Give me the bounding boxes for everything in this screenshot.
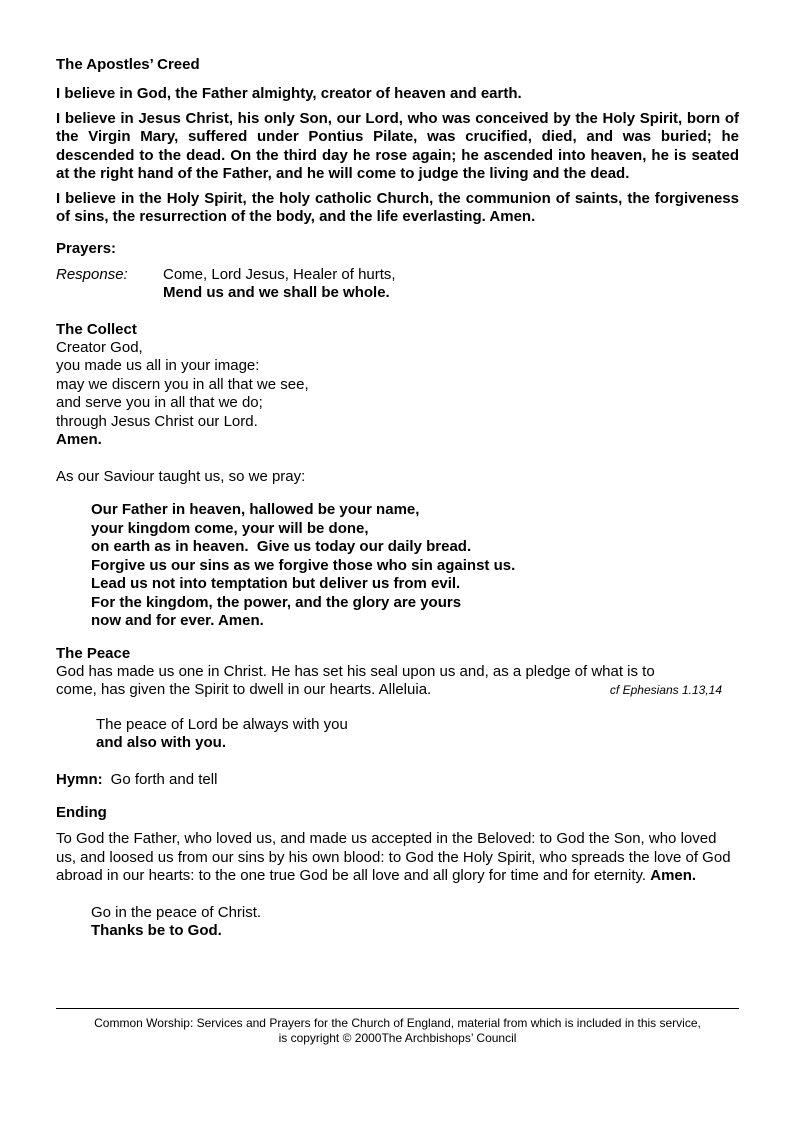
response-line-1: Come, Lord Jesus, Healer of hurts, xyxy=(163,265,396,283)
lords-prayer-line: on earth as in heaven. Give us today our daily bread. xyxy=(91,538,472,555)
dismissal-line: Go in the peace of Christ. xyxy=(91,903,262,921)
dismissal-response: Thanks be to God. xyxy=(91,922,222,939)
lords-prayer-line: now and for ever. Amen. xyxy=(91,612,264,629)
creed-title: The Apostles’ Creed xyxy=(56,56,200,73)
collect-text xyxy=(56,339,739,450)
peace-citation: cf Ephesians 1.13,14 xyxy=(609,683,722,697)
peace-response: and also with you. xyxy=(96,734,227,751)
lords-prayer-intro: As our Saviour taught us, so we pray: xyxy=(56,467,306,485)
collect-line: Creator God, xyxy=(56,338,143,356)
collect-line: and serve you in all that we do; xyxy=(56,394,263,411)
creed-paragraph-3: I believe in the Holy Spirit, the holy catholic Church, the communion of saints, the forgiveness of sins, the resurrection of the body, and the life everlasting. Amen. xyxy=(56,189,739,225)
dismissal xyxy=(56,904,739,941)
ending-amen: Amen. xyxy=(650,867,697,884)
response-label: Response: xyxy=(56,265,128,283)
hymn-title: Go forth and tell xyxy=(110,770,218,788)
peace-title: The Peace xyxy=(56,644,131,662)
prayers-title: Prayers: xyxy=(56,239,117,257)
copyright-footer xyxy=(56,1016,739,1046)
ending-title: Ending xyxy=(56,804,107,821)
lords-prayer-line: Lead us not into temptation but deliver us from evil. xyxy=(91,575,461,592)
footer-divider xyxy=(56,1008,739,1009)
peace-line-2: come, has given the Spirit to dwell in our hearts. Alleluia. xyxy=(56,681,432,698)
ending-text xyxy=(56,830,739,886)
lords-prayer-line: Our Father in heaven, hallowed be your name, xyxy=(91,501,420,518)
response-line-2: Mend us and we shall be whole. xyxy=(163,284,390,301)
ending-blessing: To God the Father, who loved us, and made us accepted in the Beloved: to God the Son, who loved us, and loosed us from our sins by his own blood: to God the Holy Spirit, who spreads the love of God abroad in our hearts: to the one true God be all love and all glory for time and for eternity. xyxy=(56,830,731,884)
collect-title: The Collect xyxy=(56,320,137,338)
collect-line: through Jesus Christ our Lord. xyxy=(56,412,258,430)
lords-prayer-line: your kingdom come, your will be done, xyxy=(91,519,369,537)
service-sheet xyxy=(56,56,739,941)
prayers-response xyxy=(56,266,739,285)
lords-prayer xyxy=(56,501,739,631)
peace-exchange xyxy=(56,716,739,753)
lords-prayer-line: Forgive us our sins as we forgive those who sin against us. xyxy=(91,556,516,574)
collect-line: you made us all in your image: xyxy=(56,357,260,374)
lords-prayer-line: For the kingdom, the power, and the glory are yours xyxy=(91,593,462,611)
hymn xyxy=(56,771,739,790)
footer-line-2: is copyright © 2000The Archbishops’ Council xyxy=(278,1031,517,1045)
peace-line-2-row xyxy=(56,681,739,700)
creed-paragraph-1: I believe in God, the Father almighty, creator of heaven and earth. xyxy=(56,85,522,102)
hymn-label: Hymn: xyxy=(56,770,103,788)
collect-amen: Amen. xyxy=(56,431,102,448)
peace-versicle: The peace of Lord be always with you xyxy=(96,715,348,733)
collect-line: may we discern you in all that we see, xyxy=(56,375,309,393)
footer-line-1: Common Worship: Services and Prayers for the Church of England, material from which is included in this service, xyxy=(94,1016,701,1030)
creed-paragraph-2: I believe in Jesus Christ, his only Son, our Lord, who was conceived by the Holy Spirit, born of the Virgin Mary, suffered under Pontius Pilate, was crucified, died, and was buried; he descended to the dead. On the third day he rose again; he ascended into heaven, he is seated at the right hand of the Father, and he will come to judge the living and the dead. xyxy=(56,109,739,182)
peace-line-1: God has made us one in Christ. He has set his seal upon us and, as a pledge of what is to xyxy=(56,662,655,680)
